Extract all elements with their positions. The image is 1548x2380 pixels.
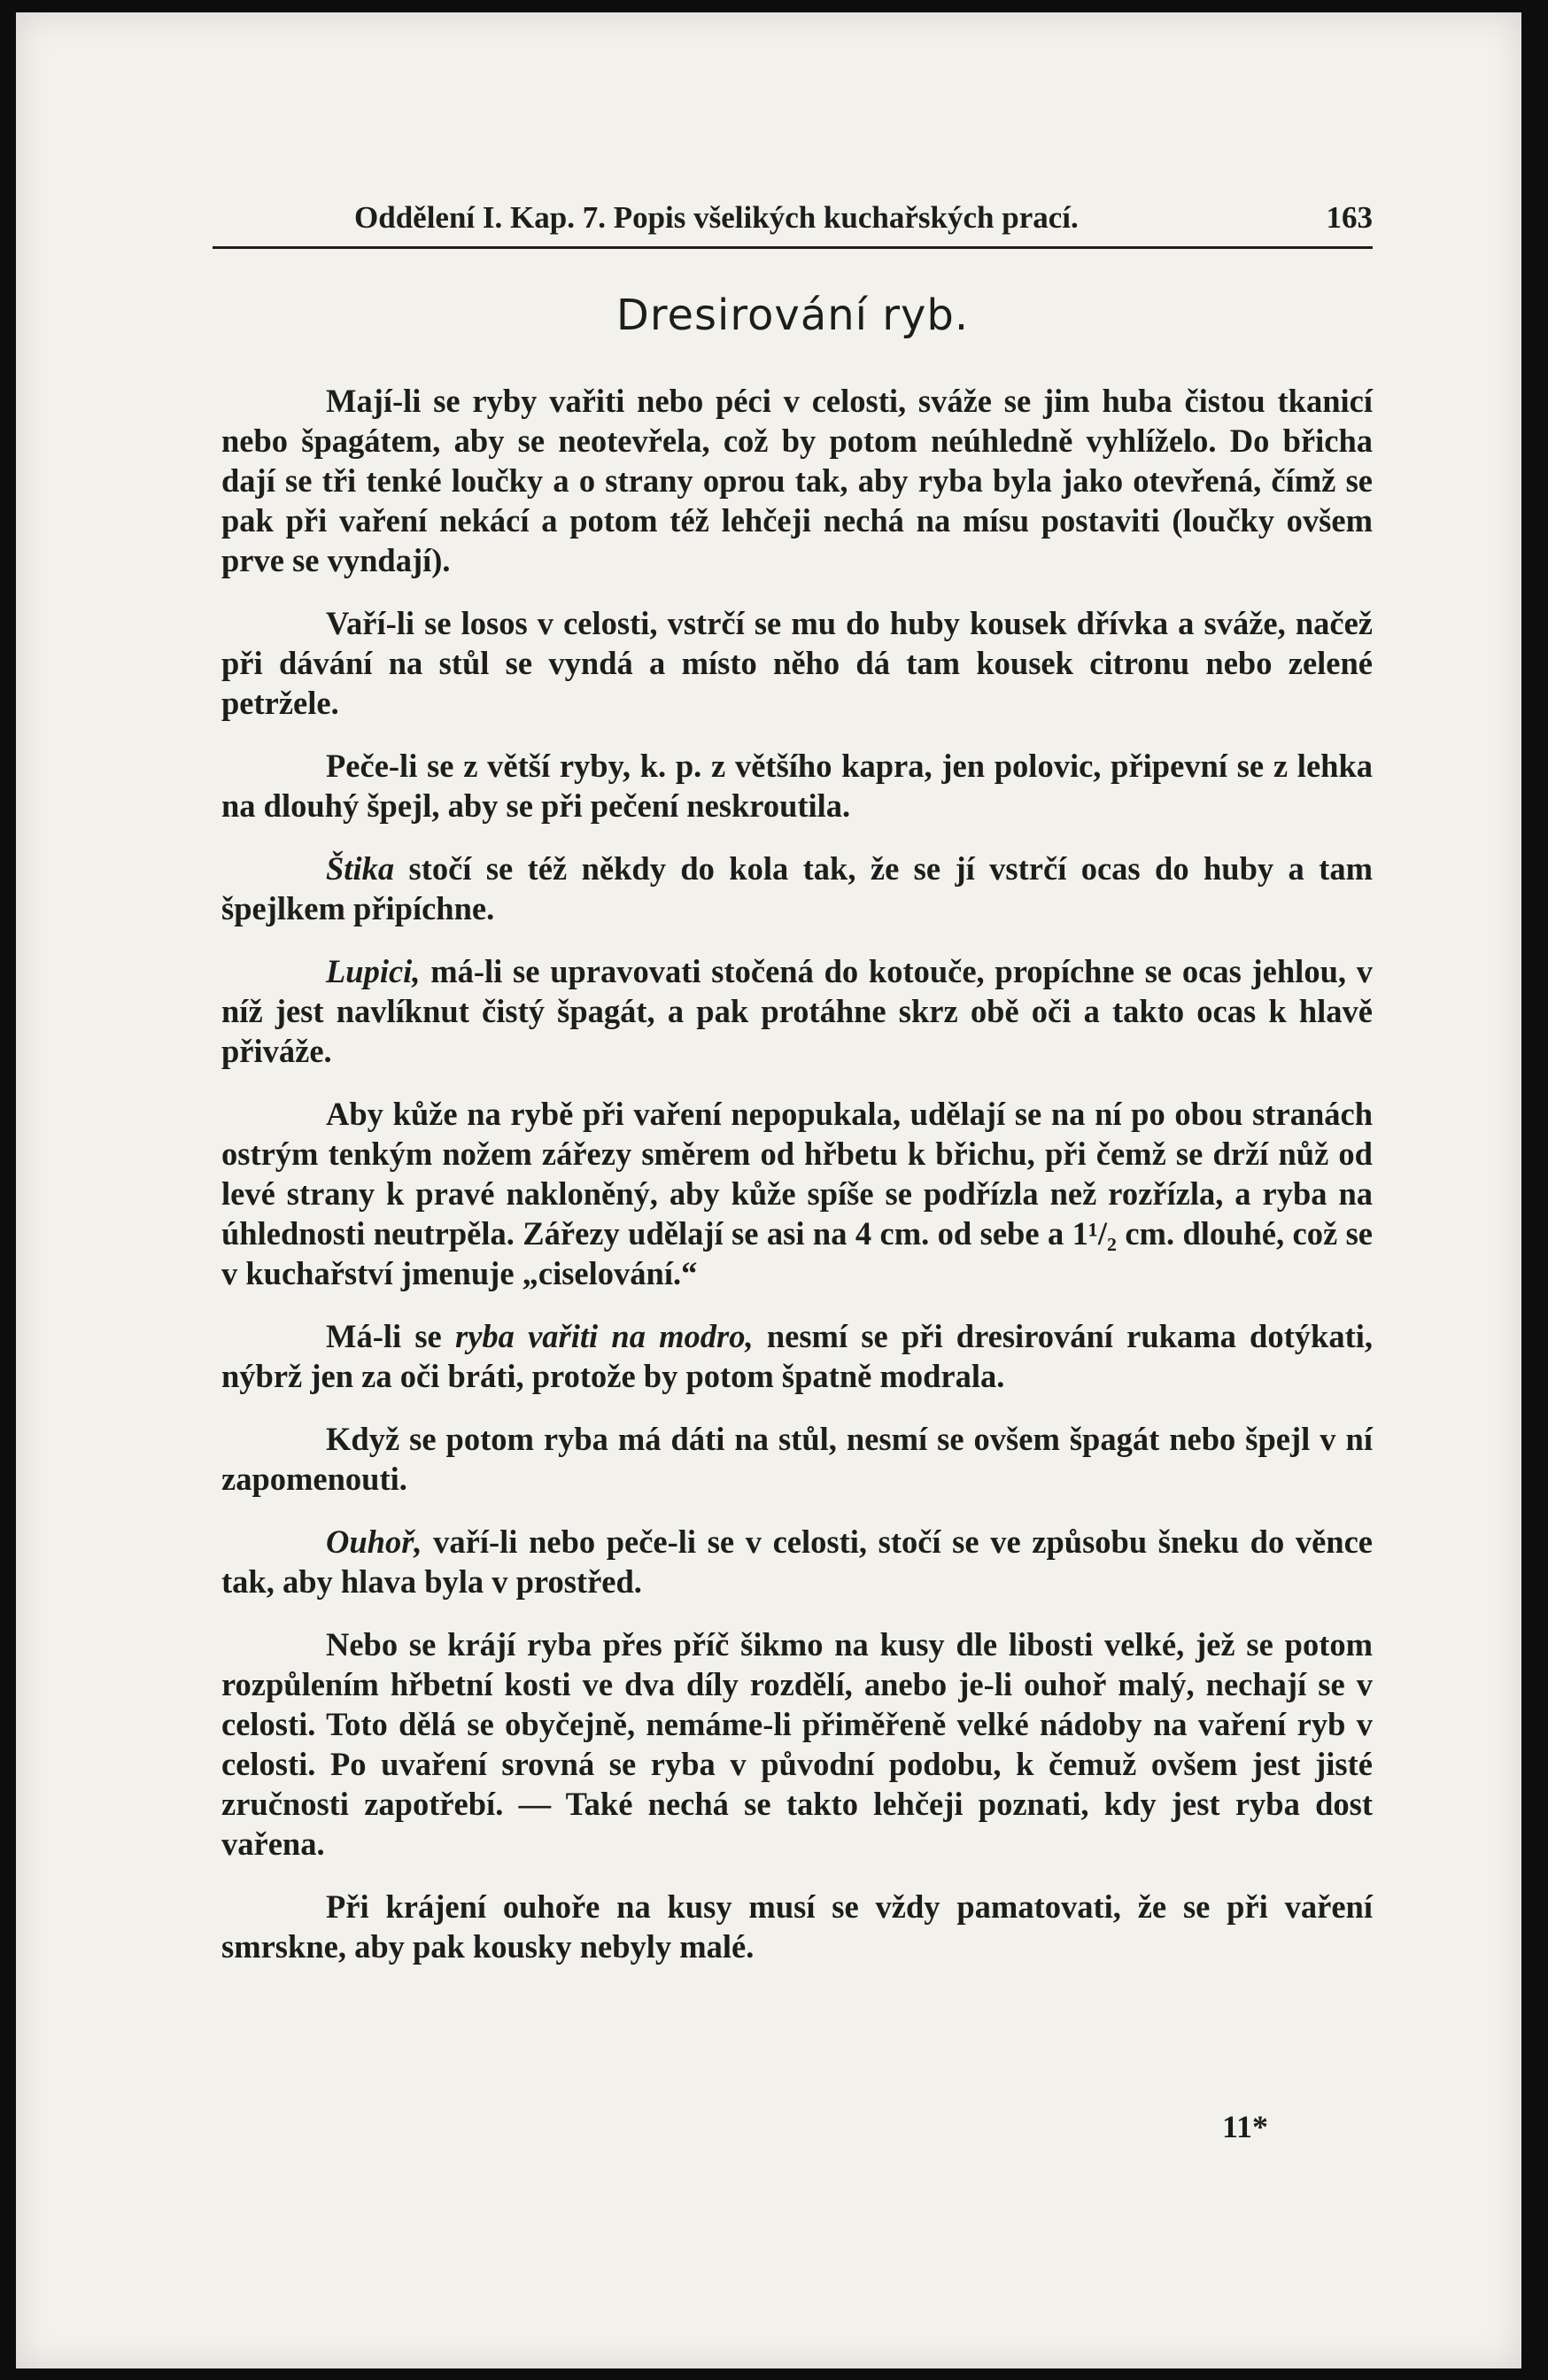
body-text — [221, 381, 1373, 1989]
paragraph-text: má-li se upravovati stočená do kotouče, propíchne se ocas jehlou, v níž jest navlíknut čistý špagát, a pak protáhne skrz obě oči a takto ocas k hlavě přiváže. — [221, 953, 1373, 1069]
page-number: 163 — [1326, 200, 1373, 235]
paragraph — [221, 603, 1373, 723]
paragraph-lead: Ouhoř, — [326, 1523, 422, 1560]
paragraph-text: Vaří-li se losos v celosti, vstrčí se mu do huby kousek dřívka a sváže, načež při dávání na stůl se vyndá a místo něho dá tam kousek citronu nebo zelené petržele. — [221, 605, 1373, 721]
paragraph — [221, 1624, 1373, 1864]
paragraph — [221, 849, 1373, 928]
paragraph-text: Nebo se krájí ryba přes příč šikmo na kusy dle libosti velké, jež se potom rozpůlením hřbetní kosti ve dva díly rozdělí, anebo je-li ouhoř malý, nechají se v celosti. Toto dělá se obyčejně, nemáme-li přiměřeně velké nádoby na vaření ryb v celosti. Po uvaření srovná se ryba v původní podobu, k čemuž ovšem jest jisté zručnosti zapotřebí. — Také nechá se takto lehčeji poznati, kdy jest ryba dost vařena. — [221, 1626, 1373, 1862]
paragraph-text: nesmí se při dresirování rukama dotýkati, nýbrž jen za oči bráti, protože by potom špatně modrala. — [221, 1318, 1373, 1394]
paragraph-lead: Lupici, — [326, 953, 421, 989]
paragraph — [221, 1419, 1373, 1499]
paragraph-text: Mají-li se ryby vařiti nebo péci v celosti, sváže se jim huba čistou tkanicí nebo špagátem, aby se neotevřela, což by potom neúhledně vyhlíželo. Do břicha dají se tři tenké loučky a o strany oprou tak, aby ryba byla jako otevřená, čímž se pak při vaření nekácí a potom též lehčeji nechá na mísu postaviti (loučky ovšem prve se vyndají). — [221, 383, 1373, 578]
page-header — [213, 193, 1373, 249]
section-title: Dresirování ryb. — [615, 291, 970, 340]
paragraph-text: stočí se též někdy do kola tak, že se jí vstrčí ocas do huby a tam špejlkem připíchne. — [221, 850, 1373, 926]
paragraph-lead: ryba vařiti na modro, — [454, 1318, 754, 1354]
paragraph — [221, 1316, 1373, 1396]
paragraph-text: Při krájení ouhoře na kusy musí se vždy pamatovati, že se při vaření smrskne, aby pak kousky nebyly malé. — [221, 1888, 1373, 1965]
paragraph — [221, 746, 1373, 826]
paragraph — [221, 1887, 1373, 1966]
paragraph-text: vaří-li nebo peče-li se v celosti, stočí se ve způsobu šneku do věnce tak, aby hlava byla v prostřed. — [221, 1523, 1373, 1600]
paragraph-lead: Štika — [326, 850, 395, 887]
paragraph — [221, 951, 1373, 1071]
paragraph-text: Když se potom ryba má dáti na stůl, nesmí se ovšem špagát nebo špejl v ní zapomenouti. — [221, 1421, 1373, 1497]
paragraph-prefix: Má-li se — [326, 1318, 455, 1354]
paragraph — [221, 381, 1373, 580]
paragraph-text: Aby kůže na rybě při vaření nepopukala, udělají se na ní po obou stranách ostrým tenkým nožem zářezy směrem od hřbetu k břichu, při čemž se drží nůž od levé strany k pravé nakloněný, aby kůže spíše se podřízla než rozřízla, a ryba na úhlednosti neutrpěla. Zářezy udělají se asi na 4 cm. od sebe a 1¹/₂ cm. dlouhé, což se v kuchařství jmenuje „ciselování.“ — [221, 1096, 1373, 1291]
running-title: Oddělení I. Kap. 7. Popis všelikých kuchařských prací. — [354, 200, 1079, 235]
signature-mark: 11* — [1222, 2109, 1269, 2144]
paragraph-text: Peče-li se z větší ryby, k. p. z většího kapra, jen polovic, připevní se z lehka na dlouhý špejl, aby se při pečení neskroutila. — [221, 748, 1373, 824]
paragraph — [221, 1522, 1373, 1601]
paragraph — [221, 1094, 1373, 1293]
